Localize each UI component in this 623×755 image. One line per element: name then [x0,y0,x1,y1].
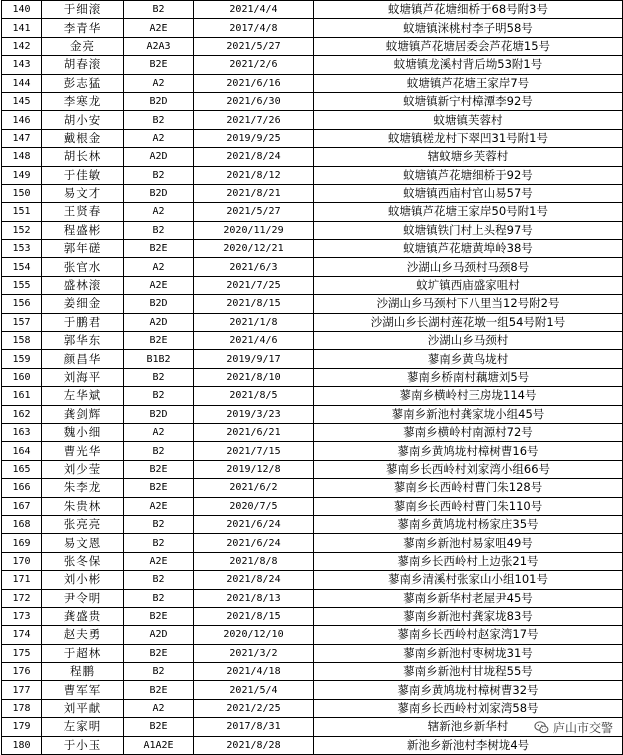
driver-name-cell: 尹令明 [42,589,124,607]
address-cell: 辖蚊塘乡芙蓉村 [314,148,623,166]
record-date-cell: 2017/8/31 [194,718,314,736]
address-cell: 沙湖山乡长湖村莲花墩一组54号附1号 [314,313,623,331]
license-class-cell: B2 [124,221,194,239]
row-number-cell: 162 [2,405,42,423]
address-cell: 蓼南乡黄鸠垅村杨家庄35号 [314,515,623,533]
address-cell: 蓼南乡长西岭村曹门朱128号 [314,479,623,497]
row-number-cell: 149 [2,166,42,184]
license-class-cell: B2E [124,718,194,736]
row-number-cell: 155 [2,276,42,294]
address-cell: 蚊圹镇西庙盛家咀村 [314,276,623,294]
license-class-cell: B2E [124,681,194,699]
table-row [2,387,623,405]
driver-name-cell: 王贤春 [42,203,124,221]
license-class-cell: B2E [124,460,194,478]
license-class-cell: A1A2E [124,736,194,754]
row-number-cell: 144 [2,74,42,92]
address-cell: 蚊塘镇芦花塘王家岸50号附1号 [314,203,623,221]
driver-name-cell: 赵夫勇 [42,626,124,644]
driver-name-cell: 胡小安 [42,111,124,129]
record-date-cell: 2021/6/3 [194,258,314,276]
wechat-icon [534,720,549,735]
license-class-cell: B2E [124,56,194,74]
license-class-cell: B2 [124,1,194,19]
address-cell: 蚊塘镇芦花塘黄埠岭38号 [314,240,623,258]
driver-name-cell: 于超林 [42,644,124,662]
address-cell: 蚊塘镇槎龙村下翠凹31号附1号 [314,129,623,147]
address-cell: 新池乡新池村李树垅4号 [314,736,623,754]
record-date-cell: 2019/3/23 [194,405,314,423]
record-date-cell: 2021/8/5 [194,387,314,405]
driver-name-cell: 刘平献 [42,699,124,717]
address-cell: 蚊塘镇洣桃村李子明58号 [314,19,623,37]
license-class-cell: B2 [124,515,194,533]
row-number-cell: 161 [2,387,42,405]
table-row [2,74,623,92]
table-row [2,350,623,368]
license-class-cell: A2 [124,699,194,717]
driver-name-cell: 金亮 [42,37,124,55]
record-date-cell: 2021/6/2 [194,479,314,497]
table-row [2,534,623,552]
row-number-cell: 153 [2,240,42,258]
row-number-cell: 180 [2,736,42,754]
record-date-cell: 2021/8/15 [194,295,314,313]
license-class-cell: A2E [124,19,194,37]
row-number-cell: 148 [2,148,42,166]
address-cell: 蓼南乡长西岭村赵家湾17号 [314,626,623,644]
driver-name-cell: 魏小细 [42,423,124,441]
address-cell: 蓼南乡黄鸠垅村樟树曹32号 [314,681,623,699]
driver-name-cell: 刘少莹 [42,460,124,478]
driver-name-cell: 颜昌华 [42,350,124,368]
driver-name-cell: 于小玉 [42,736,124,754]
record-date-cell: 2020/11/29 [194,221,314,239]
address-cell: 蚊塘镇芦花塘王家岸7号 [314,74,623,92]
address-cell: 蚊塘镇铁门村上头程97号 [314,221,623,239]
license-class-cell: A2E [124,552,194,570]
driver-name-cell: 郭年磋 [42,240,124,258]
record-date-cell: 2017/4/8 [194,19,314,37]
address-cell: 蚊塘镇芦花塘细桥于92号 [314,166,623,184]
table-row [2,626,623,644]
address-cell: 蚊塘镇芦花塘细桥于68号附3号 [314,1,623,19]
table-row [2,515,623,533]
driver-name-cell: 胡长林 [42,148,124,166]
table-row [2,19,623,37]
row-number-cell: 140 [2,1,42,19]
record-date-cell: 2021/6/16 [194,74,314,92]
table-row [2,295,623,313]
license-class-cell: B2 [124,442,194,460]
license-class-cell: B2E [124,240,194,258]
record-date-cell: 2021/8/15 [194,607,314,625]
address-cell: 蚊塘镇西庙村官山易57号 [314,184,623,202]
address-cell: 蓼南乡横岭村三房垅114号 [314,387,623,405]
license-class-cell: A2 [124,129,194,147]
license-class-cell: B2 [124,368,194,386]
driver-name-cell: 程鹏 [42,663,124,681]
driver-name-cell: 曹光华 [42,442,124,460]
driver-name-cell: 戴根金 [42,129,124,147]
address-cell: 蓼南乡黄鸠垅村樟树曹16号 [314,442,623,460]
record-date-cell: 2021/8/24 [194,148,314,166]
driver-name-cell: 张冬保 [42,552,124,570]
record-date-cell: 2021/8/12 [194,166,314,184]
table-row [2,442,623,460]
row-number-cell: 147 [2,129,42,147]
driver-name-cell: 姜细金 [42,295,124,313]
driver-name-cell: 龚剑辉 [42,405,124,423]
record-date-cell: 2021/7/25 [194,276,314,294]
driver-name-cell: 于鹏君 [42,313,124,331]
record-date-cell: 2020/7/5 [194,497,314,515]
license-class-cell: A2A3 [124,37,194,55]
row-number-cell: 169 [2,534,42,552]
record-date-cell: 2021/4/4 [194,1,314,19]
record-date-cell: 2021/8/28 [194,736,314,754]
row-number-cell: 172 [2,589,42,607]
license-class-cell: B2E [124,607,194,625]
record-date-cell: 2021/5/27 [194,203,314,221]
row-number-cell: 171 [2,571,42,589]
table-row [2,460,623,478]
row-number-cell: 143 [2,56,42,74]
address-cell: 蓼南乡长西岭村曹门朱110号 [314,497,623,515]
table-row [2,479,623,497]
driver-name-cell: 张官水 [42,258,124,276]
license-class-cell: B2E [124,479,194,497]
table-row [2,332,623,350]
driver-name-cell: 朱贵林 [42,497,124,515]
record-date-cell: 2021/4/18 [194,663,314,681]
table-row [2,148,623,166]
row-number-cell: 175 [2,644,42,662]
record-date-cell: 2021/8/10 [194,368,314,386]
driver-name-cell: 彭志猛 [42,74,124,92]
row-number-cell: 164 [2,442,42,460]
row-number-cell: 173 [2,607,42,625]
address-cell: 沙湖山乡马颈村下八里当12号附2号 [314,295,623,313]
record-date-cell: 2021/8/21 [194,184,314,202]
address-cell: 蓼南乡新华村老屋尹45号 [314,589,623,607]
driver-name-cell: 曹军军 [42,681,124,699]
license-class-cell: B2D [124,92,194,110]
address-cell: 辖新池乡新华村 [314,718,623,736]
row-number-cell: 157 [2,313,42,331]
row-number-cell: 166 [2,479,42,497]
driver-name-cell: 胡春滚 [42,56,124,74]
table-row [2,405,623,423]
driver-name-cell: 刘海平 [42,368,124,386]
license-class-cell: A2D [124,626,194,644]
table-row [2,699,623,717]
license-class-cell: A2 [124,423,194,441]
table-row [2,607,623,625]
row-number-cell: 156 [2,295,42,313]
row-number-cell: 174 [2,626,42,644]
table-row [2,681,623,699]
row-number-cell: 160 [2,368,42,386]
driver-name-cell: 刘小彬 [42,571,124,589]
row-number-cell: 141 [2,19,42,37]
record-date-cell: 2021/4/6 [194,332,314,350]
table-row [2,423,623,441]
record-date-cell: 2021/8/13 [194,589,314,607]
table-row [2,663,623,681]
table-row [2,497,623,515]
table-row [2,313,623,331]
record-date-cell: 2021/5/27 [194,37,314,55]
table-row [2,92,623,110]
license-class-cell: B2 [124,571,194,589]
address-cell: 蓼南乡桥南村藕塘刘5号 [314,368,623,386]
driver-name-cell: 程盛彬 [42,221,124,239]
row-number-cell: 167 [2,497,42,515]
license-class-cell: B2 [124,166,194,184]
driver-name-cell: 易文恩 [42,534,124,552]
row-number-cell: 179 [2,718,42,736]
license-class-cell: B2 [124,387,194,405]
table-row [2,221,623,239]
address-cell: 蓼南乡新池村易家咀49号 [314,534,623,552]
table-row [2,644,623,662]
record-date-cell: 2021/6/24 [194,515,314,533]
license-class-cell: B2 [124,663,194,681]
license-class-cell: B2D [124,405,194,423]
row-number-cell: 151 [2,203,42,221]
record-date-cell: 2019/12/8 [194,460,314,478]
table-row [2,552,623,570]
driver-name-cell: 左家明 [42,718,124,736]
address-cell: 蓼南乡黄鸟垅村 [314,350,623,368]
license-class-cell: B2D [124,184,194,202]
license-class-cell: A2E [124,276,194,294]
license-class-cell: B2D [124,295,194,313]
record-date-cell: 2021/7/15 [194,442,314,460]
table-row [2,589,623,607]
row-number-cell: 178 [2,699,42,717]
driver-name-cell: 左华斌 [42,387,124,405]
row-number-cell: 154 [2,258,42,276]
table-row [2,56,623,74]
record-date-cell: 2021/1/8 [194,313,314,331]
license-class-cell: B2 [124,534,194,552]
address-cell: 蓼南乡清溪村张家山小组101号 [314,571,623,589]
license-class-cell: B2 [124,111,194,129]
address-cell: 蓼南乡新池村枣树垅31号 [314,644,623,662]
driver-record-table [1,0,623,755]
address-cell: 蓼南乡长西岭村刘家湾小组66号 [314,460,623,478]
record-date-cell: 2021/6/30 [194,92,314,110]
row-number-cell: 150 [2,184,42,202]
address-cell: 蓼南乡长西岭村刘家湾58号 [314,699,623,717]
address-cell: 蚊塘镇龙溪村背后坳53附1号 [314,56,623,74]
address-cell: 蓼南乡横岭村南源村72号 [314,423,623,441]
table-row [2,184,623,202]
record-date-cell: 2020/12/21 [194,240,314,258]
table-row [2,37,623,55]
watermark [530,719,617,736]
driver-name-cell: 龚盛贵 [42,607,124,625]
driver-name-cell: 易文才 [42,184,124,202]
driver-name-cell: 李青华 [42,19,124,37]
address-cell: 沙湖山乡马颈村 [314,332,623,350]
table-body [2,1,623,755]
table-row [2,166,623,184]
driver-name-cell: 盛林滚 [42,276,124,294]
record-date-cell: 2021/6/21 [194,423,314,441]
row-number-cell: 177 [2,681,42,699]
row-number-cell: 146 [2,111,42,129]
record-date-cell: 2021/7/26 [194,111,314,129]
record-date-cell: 2019/9/17 [194,350,314,368]
watermark-text: 庐山市交警 [552,721,613,735]
row-number-cell: 163 [2,423,42,441]
license-class-cell: B2E [124,332,194,350]
row-number-cell: 145 [2,92,42,110]
record-date-cell: 2021/8/24 [194,571,314,589]
driver-name-cell: 于佳敏 [42,166,124,184]
row-number-cell: 158 [2,332,42,350]
row-number-cell: 159 [2,350,42,368]
table-row [2,571,623,589]
license-class-cell: B1B2 [124,350,194,368]
row-number-cell: 168 [2,515,42,533]
record-date-cell: 2021/2/6 [194,56,314,74]
record-date-cell: 2021/5/4 [194,681,314,699]
license-class-cell: B2 [124,589,194,607]
license-class-cell: A2D [124,313,194,331]
table-row [2,111,623,129]
table-row [2,368,623,386]
record-date-cell: 2019/9/25 [194,129,314,147]
table-row [2,276,623,294]
driver-name-cell: 朱李龙 [42,479,124,497]
record-date-cell: 2021/6/24 [194,534,314,552]
record-date-cell: 2020/12/10 [194,626,314,644]
address-cell: 蓼南乡长西岭村上边张21号 [314,552,623,570]
row-number-cell: 170 [2,552,42,570]
table-row [2,203,623,221]
row-number-cell: 176 [2,663,42,681]
table-row [2,240,623,258]
table-row [2,1,623,19]
address-cell: 蚊塘镇芦花塘居委会芦花塘15号 [314,37,623,55]
license-class-cell: A2 [124,203,194,221]
license-class-cell: A2 [124,258,194,276]
license-class-cell: A2D [124,148,194,166]
driver-name-cell: 郭华东 [42,332,124,350]
driver-name-cell: 于细滚 [42,1,124,19]
table-row [2,736,623,754]
license-class-cell: A2E [124,497,194,515]
table-row [2,129,623,147]
row-number-cell: 152 [2,221,42,239]
address-cell: 蓼南乡新池村甘垅程55号 [314,663,623,681]
row-number-cell: 165 [2,460,42,478]
address-cell: 蚊塘镇芙蓉村 [314,111,623,129]
record-date-cell: 2021/2/25 [194,699,314,717]
driver-name-cell: 李寒龙 [42,92,124,110]
record-date-cell: 2021/8/8 [194,552,314,570]
row-number-cell: 142 [2,37,42,55]
address-cell: 蓼南乡新池村龚家垅83号 [314,607,623,625]
driver-name-cell: 张亮亮 [42,515,124,533]
table-row [2,258,623,276]
record-date-cell: 2021/3/2 [194,644,314,662]
license-class-cell: A2 [124,74,194,92]
address-cell: 蚊塘镇新宁村樟潭李92号 [314,92,623,110]
address-cell: 沙湖山乡马颈村马颈8号 [314,258,623,276]
address-cell: 蓼南乡新池村龚家垅小组45号 [314,405,623,423]
license-class-cell: B2E [124,644,194,662]
